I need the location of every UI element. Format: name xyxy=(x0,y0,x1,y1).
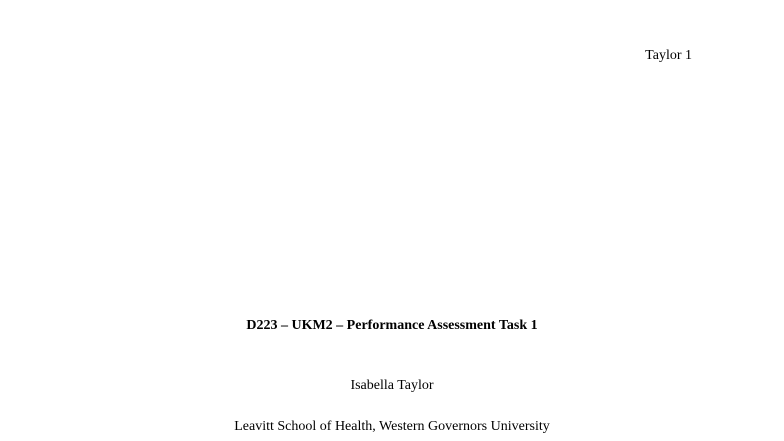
author-name: Isabella Taylor xyxy=(350,378,434,393)
paper-title: D223 – UKM2 – Performance Assessment Task 1 xyxy=(246,318,538,333)
running-head: Taylor 1 xyxy=(645,48,692,63)
author-affiliation: Leavitt School of Health, Western Governors University xyxy=(234,419,550,434)
